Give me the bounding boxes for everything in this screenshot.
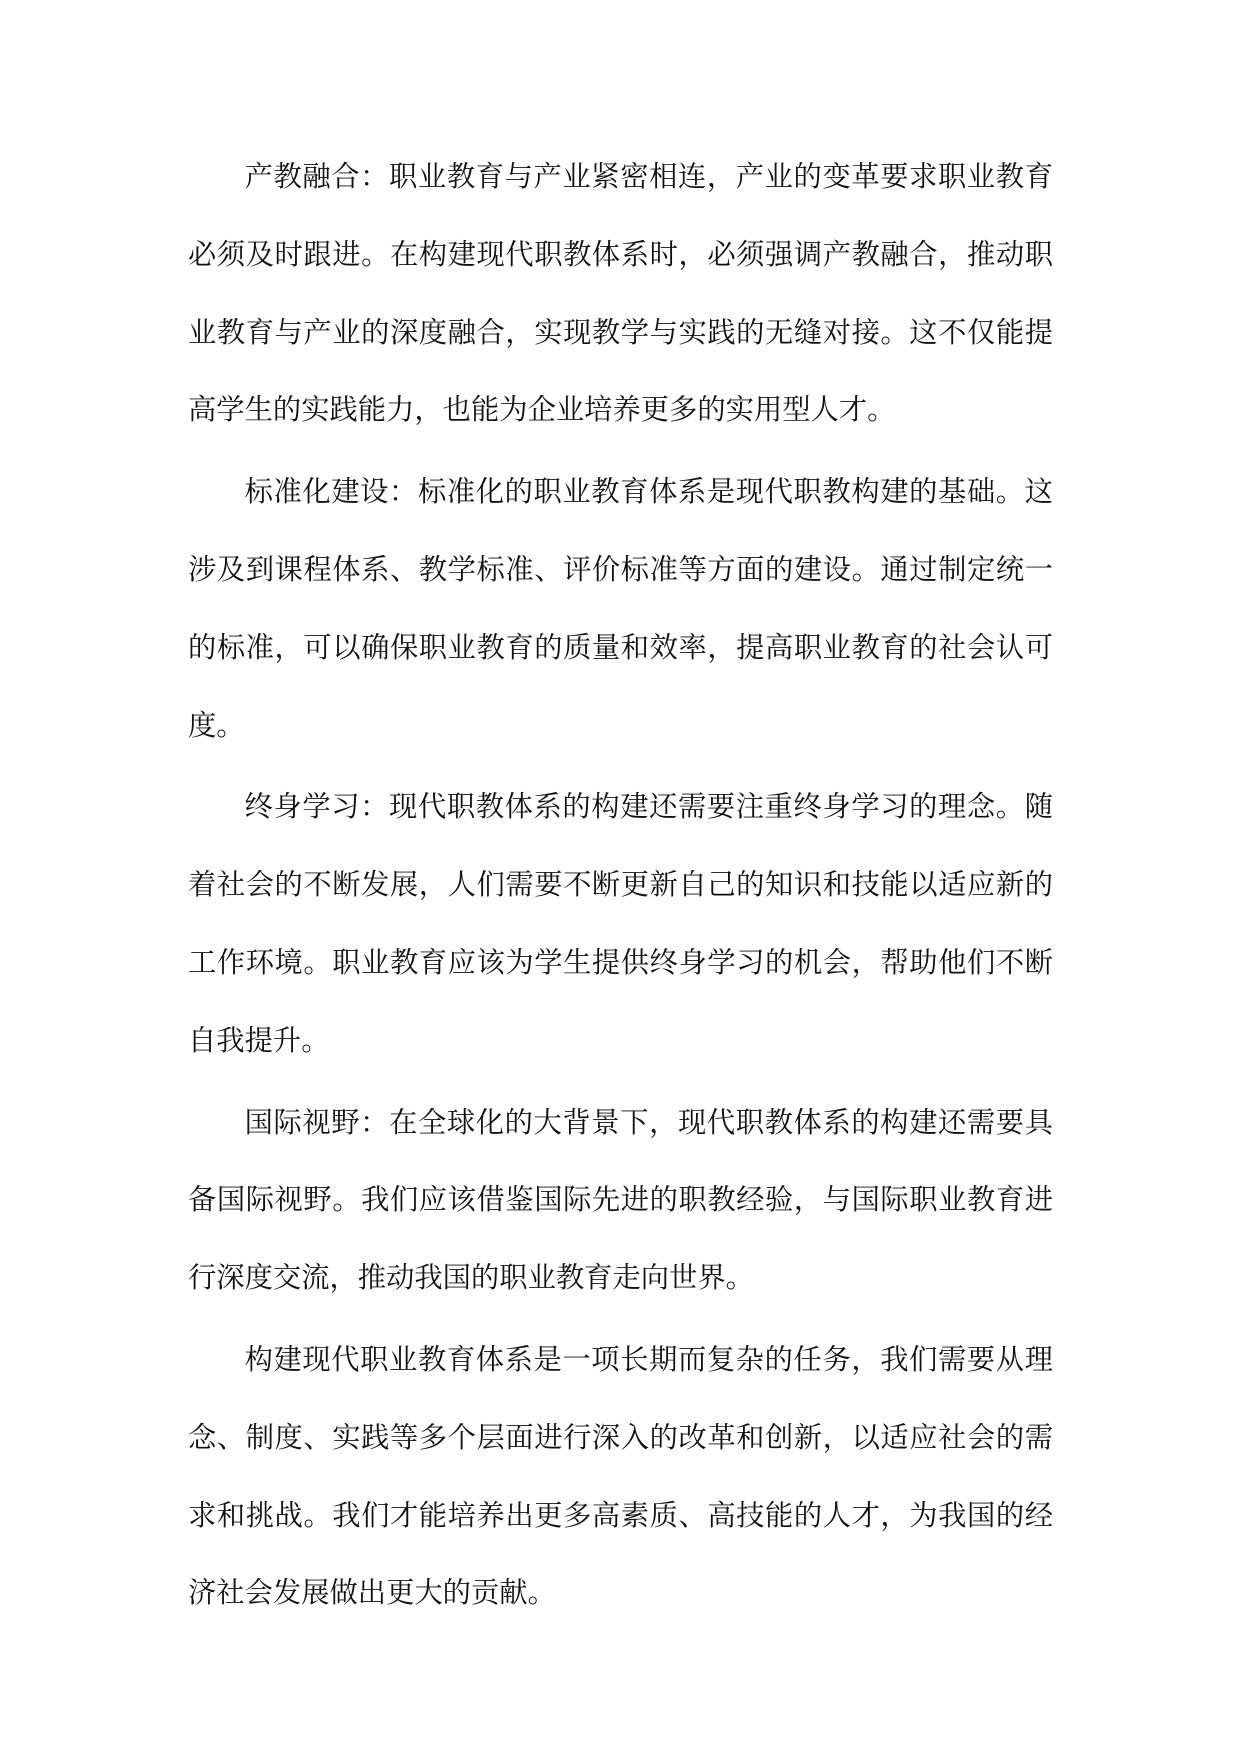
paragraph-lifelong-learning: 终身学习：现代职教体系的构建还需要注重终身学习的理念。随着社会的不断发展，人们需要不断更新自己的知识和技能以适应新的工作环境。职业教育应该为学生提供终身学习的机会，帮助他们不断自我提升。: [188, 790, 1053, 1057]
paragraph-international-vision: 国际视野：在全球化的大背景下，现代职教体系的构建还需要具备国际视野。我们应该借鉴国际先进的职教经验，与国际职业教育进行深度交流，推动我国的职业教育走向世界。: [188, 1105, 1053, 1295]
paragraph-industry-education-integration: 产教融合：职业教育与产业紧密相连，产业的变革要求职业教育必须及时跟进。在构建现代职教体系时，必须强调产教融合，推动职业教育与产业的深度融合，实现教学与实践的无缝对接。这不仅能提高学生的实践能力，也能为企业培养更多的实用型人才。: [188, 160, 1053, 427]
paragraph-standardization: 标准化建设：标准化的职业教育体系是现代职教构建的基础。这涉及到课程体系、教学标准、评价标准等方面的建设。通过制定统一的标准，可以确保职业教育的质量和效率，提高职业教育的社会认可度。: [188, 475, 1053, 742]
document-body: [188, 138, 1053, 1636]
paragraph-conclusion: 构建现代职业教育体系是一项长期而复杂的任务，我们需要从理念、制度、实践等多个层面进行深入的改革和创新，以适应社会的需求和挑战。我们才能培养出更多高素质、高技能的人才，为我国的经济社会发展做出更大的贡献。: [188, 1342, 1053, 1610]
